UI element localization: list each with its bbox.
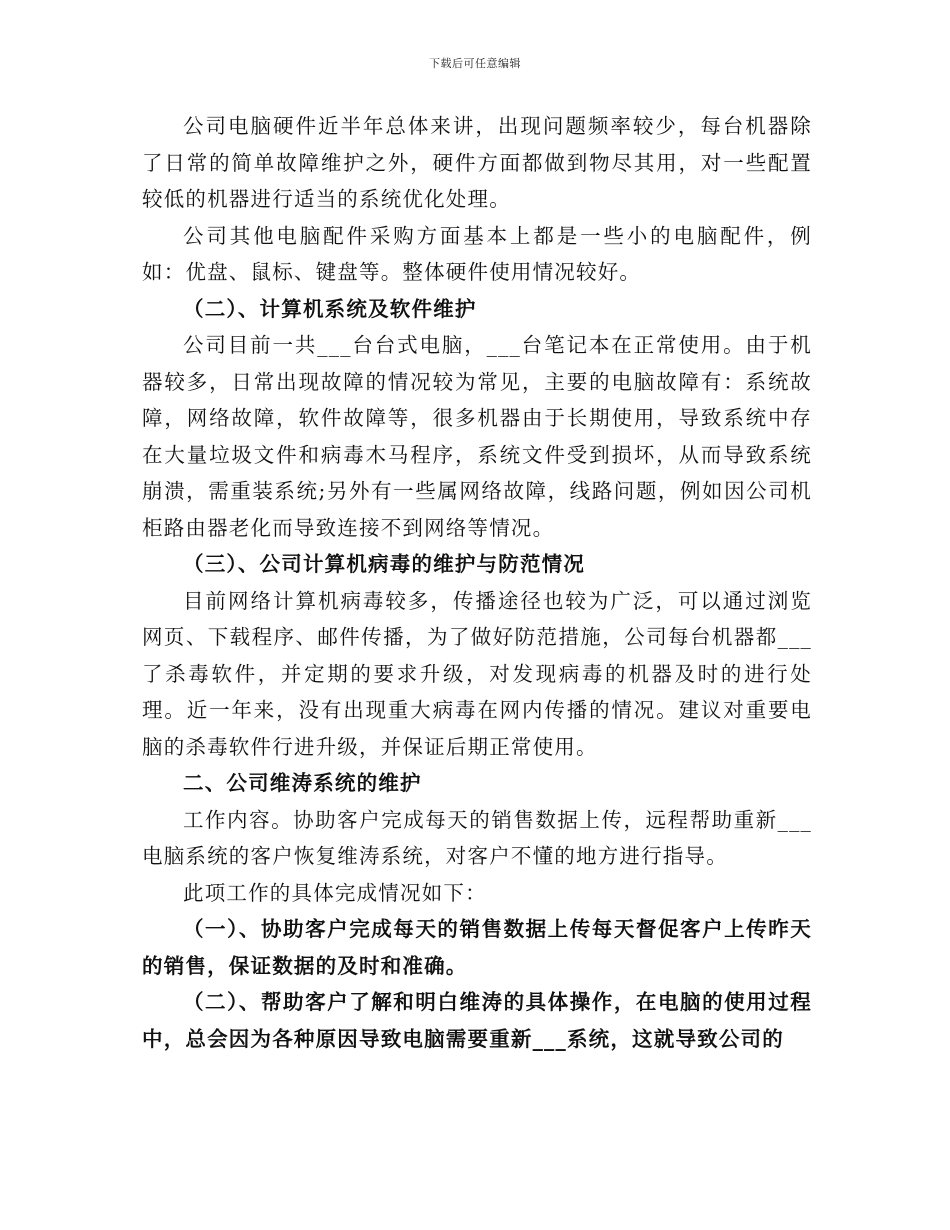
paragraph-sales-upload: （一）、协助客户完成每天的销售数据上传每天督促客户上传昨天的销售，保证数据的及时和准确。 [142,917,812,978]
section-heading-system-software: （二）、计算机系统及软件维护 [183,296,477,321]
section-heading-weitao-system: 二、公司维涛系统的维护 [183,771,422,795]
paragraph-work-content: 工作内容。协助客户完成每天的销售数据上传，远程帮助重新___电脑系统的客户恢复维涛系统，对客户不懂的地方进行指导。 [142,807,812,868]
paragraph-system-faults: 公司目前一共___台台式电脑，___台笔记本在正常使用。由于机器较多，日常出现故障的情况较为常见，主要的电脑故障有：系统故障，网络故障，软件故障等，很多机器由于长期使用，导致系统中存在大量垃圾文件和病毒木马程序，系统文件受到损坏，从而导致系统崩溃，需重装系统;另外有一些属网络故障，线路问题，例如因公司机柜路由器老化而导致连接不到网络等情况。 [142,333,812,540]
document-body [142,108,812,1057]
paragraph-accessories: 公司其他电脑配件采购方面基本上都是一些小的电脑配件，例如：优盘、鼠标、键盘等。整体硬件使用情况较好。 [142,223,812,284]
section-heading-virus-protection: （三）、公司计算机病毒的维护与防范情况 [183,552,586,576]
paragraph-hardware-summary: 公司电脑硬件近半年总体来讲，出现问题频率较少，每台机器除了日常的简单故障维护之外，硬件方面都做到物尽其用，对一些配置较低的机器进行适当的系统优化处理。 [142,114,812,211]
page-header: 下载后可任意编辑 [429,57,521,70]
paragraph-virus-situation: 目前网络计算机病毒较多，传播途径也较为广泛，可以通过浏览网页、下载程序、邮件传播，为了做好防范措施，公司每台机器都___了杀毒软件，并定期的要求升级，对发现病毒的机器及时的进行处理。近一年来，没有出现重大病毒在网内传播的情况。建议对重要电脑的杀毒软件行进升级，并保证后期正常使用。 [142,588,812,759]
paragraph-weitao-operation: （二）、帮助客户了解和明白维涛的具体操作，在电脑的使用过程中，总会因为各种原因导致电脑需要重新___系统，这就导致公司的 [142,990,812,1051]
paragraph-completion-intro: 此项工作的具体完成情况如下： [183,880,487,905]
